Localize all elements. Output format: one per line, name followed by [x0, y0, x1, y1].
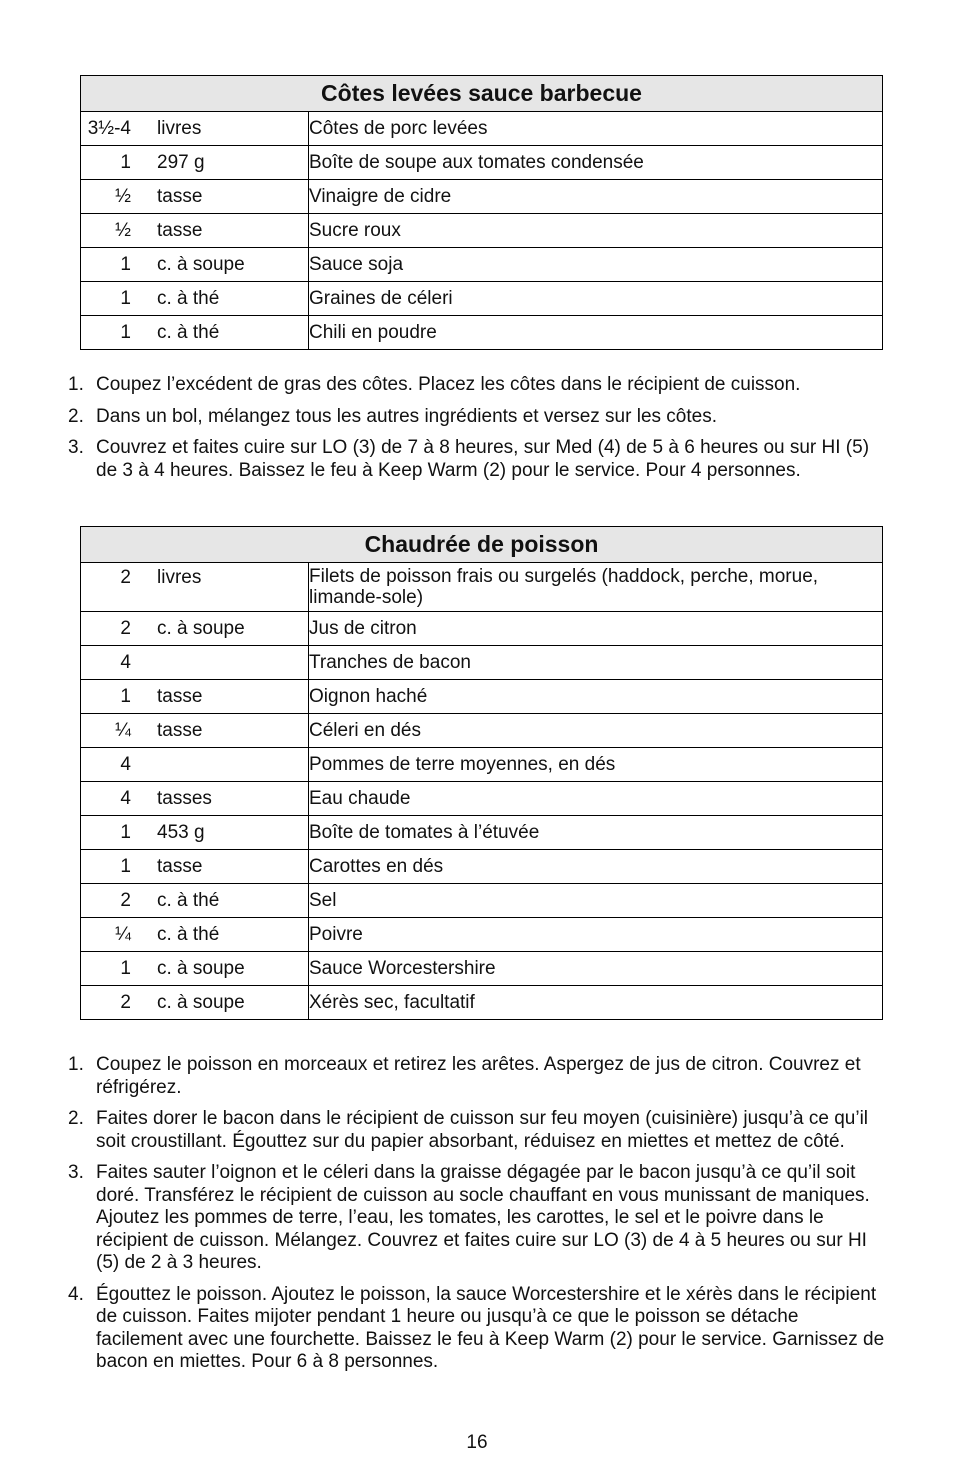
ingredient-name: Eau chaude	[309, 782, 883, 816]
ingredient-unit: c. à thé	[157, 890, 220, 911]
ingredient-amount-cell	[81, 282, 309, 316]
ingredient-quantity: 1	[120, 958, 131, 979]
amount-group	[81, 686, 308, 707]
ingredient-row	[81, 248, 883, 282]
ingredient-amount-cell	[81, 112, 309, 146]
ingredient-name: Graines de céleri	[309, 282, 883, 316]
ingredient-name: Boîte de soupe aux tomates condensée	[309, 146, 883, 180]
ingredient-row	[81, 884, 883, 918]
ingredient-quantity: 2	[120, 567, 131, 588]
step-text: Couvrez et faites cuire sur LO (3) de 7 à 8 heures, sur Med (4) de 5 à 6 heures ou sur HI (5) de 3 à 4 heures. Baissez le feu à Keep Warm (2) pour le service. Pour 4 personnes.	[96, 437, 870, 481]
ingredient-name: Pommes de terre moyennes, en dés	[309, 748, 883, 782]
ingredient-name: Filets de poisson frais ou surgelés (haddock, perche, morue, limande-sole)	[309, 563, 883, 612]
amount-group	[81, 890, 308, 911]
ingredient-unit: tasse	[157, 220, 203, 241]
ingredient-amount-cell	[81, 782, 309, 816]
ingredient-row	[81, 146, 883, 180]
ingredient-amount-cell	[81, 884, 309, 918]
instruction-step	[68, 1108, 888, 1153]
recipe1-ingredients-table	[80, 75, 883, 350]
ingredient-row	[81, 782, 883, 816]
recipe2-ingredients-table	[80, 526, 883, 1020]
ingredient-unit: c. à soupe	[157, 958, 245, 979]
instruction-step	[68, 1162, 888, 1275]
step-number: 4.	[68, 1283, 84, 1305]
ingredient-row	[81, 986, 883, 1020]
ingredient-name: Xérès sec, facultatif	[309, 986, 883, 1020]
step-number: 3.	[68, 437, 84, 458]
amount-group	[81, 754, 308, 775]
ingredient-row	[81, 563, 883, 612]
instruction-step	[68, 406, 888, 429]
ingredient-amount-cell	[81, 918, 309, 952]
step-text: Faites sauter l’oignon et le céleri dans la graisse dégagée par le bacon jusqu’à ce qu’il soit doré. Transférez le récipient de cuisson au socle chauffant en vous munissant de maniques. Ajoutez les pommes de terre, l’eau, les tomates, les carottes, le sel et le poivre dans le récipient de cuisson. Mélangez. Couvrez et faites cuire sur LO (3) de 4 à 5 heures ou sur HI (5) de 2 à 3 heures.	[96, 1162, 870, 1273]
page-number: 16	[466, 1432, 488, 1453]
ingredient-name: Céleri en dés	[309, 714, 883, 748]
recipe1-title: Côtes levées sauce barbecue	[81, 76, 883, 112]
recipe1-steps	[68, 374, 888, 491]
amount-group	[81, 152, 308, 173]
ingredient-amount-cell	[81, 563, 309, 612]
step-text: Dans un bol, mélangez tous les autres ingrédients et versez sur les côtes.	[96, 405, 717, 427]
step-text: Coupez le poisson en morceaux et retirez les arêtes. Aspergez de jus de citron. Couvrez et réfrigérez.	[96, 1054, 861, 1098]
ingredient-name: Boîte de tomates à l’étuvée	[309, 816, 883, 850]
ingredient-quantity: ½	[115, 186, 131, 207]
ingredient-amount-cell	[81, 952, 309, 986]
ingredient-row	[81, 952, 883, 986]
ingredient-quantity: 2	[120, 618, 131, 639]
ingredient-row	[81, 680, 883, 714]
amount-group	[81, 563, 308, 588]
ingredient-amount-cell	[81, 986, 309, 1020]
ingredient-name: Carottes en dés	[309, 850, 883, 884]
ingredient-amount-cell	[81, 180, 309, 214]
step-number: 2.	[68, 405, 84, 427]
amount-group	[81, 118, 308, 139]
ingredient-amount-cell	[81, 748, 309, 782]
ingredient-unit: tasse	[157, 686, 203, 707]
ingredient-row	[81, 646, 883, 680]
ingredient-amount-cell	[81, 680, 309, 714]
ingredient-amount-cell	[81, 816, 309, 850]
ingredient-quantity: 4	[120, 754, 131, 775]
amount-group	[81, 652, 308, 673]
amount-group	[81, 720, 308, 741]
amount-group	[81, 186, 308, 207]
amount-group	[81, 322, 308, 343]
ingredient-amount-cell	[81, 248, 309, 282]
amount-group	[81, 992, 308, 1013]
ingredient-amount-cell	[81, 714, 309, 748]
ingredient-quantity: 1	[120, 254, 131, 275]
ingredient-name: Oignon haché	[309, 680, 883, 714]
ingredient-quantity: 3½-4	[87, 118, 131, 139]
ingredient-quantity: 1	[120, 322, 131, 343]
amount-group	[81, 254, 308, 275]
ingredient-quantity: 4	[120, 652, 131, 673]
ingredient-name: Sauce Worcestershire	[309, 952, 883, 986]
instruction-step	[68, 437, 888, 482]
ingredient-name: Sucre roux	[309, 214, 883, 248]
ingredient-quantity: 1	[120, 152, 131, 173]
step-number: 2.	[68, 1108, 84, 1129]
ingredient-quantity: 1	[120, 856, 131, 877]
ingredient-row	[81, 714, 883, 748]
ingredient-row	[81, 112, 883, 146]
ingredient-unit: livres	[157, 567, 202, 588]
ingredient-row	[81, 282, 883, 316]
ingredient-unit: tasse	[157, 720, 203, 741]
step-text: Faites dorer le bacon dans le récipient de cuisson sur feu moyen (cuisinière) jusqu’à ce qu’il soit croustillant. Égouttez sur du papier absorbant, réduisez en miettes et mettez de côté.	[96, 1108, 869, 1152]
ingredient-row	[81, 918, 883, 952]
ingredient-name: Jus de citron	[309, 612, 883, 646]
amount-group	[81, 288, 308, 309]
ingredient-name: Poivre	[309, 918, 883, 952]
ingredient-unit: c. à soupe	[157, 618, 245, 639]
ingredient-name: Chili en poudre	[309, 316, 883, 350]
ingredient-amount-cell	[81, 316, 309, 350]
ingredient-amount-cell	[81, 850, 309, 884]
amount-group	[81, 220, 308, 241]
ingredient-quantity: 2	[120, 890, 131, 911]
ingredient-unit: tasses	[157, 788, 212, 809]
ingredient-row	[81, 612, 883, 646]
ingredient-name: Sel	[309, 884, 883, 918]
ingredient-quantity: 4	[120, 788, 131, 809]
ingredient-quantity: ¼	[115, 924, 131, 945]
step-text: Coupez l’excédent de gras des côtes. Placez les côtes dans le récipient de cuisson.	[96, 374, 801, 395]
ingredient-amount-cell	[81, 646, 309, 680]
ingredient-amount-cell	[81, 214, 309, 248]
step-number: 1.	[68, 1054, 84, 1075]
step-text: Égouttez le poisson. Ajoutez le poisson, la sauce Worcestershire et le xérès dans le récipient de cuisson. Faites mijoter pendant 1 heure ou jusqu’à ce que le poisson se détache facilement avec une fourchette. Baissez le feu à Keep Warm (2) pour le service. Garnissez de bacon en miettes. Pour 6 à 8 personnes.	[96, 1283, 885, 1372]
recipe1-ingredients-body	[81, 112, 883, 350]
ingredient-unit: c. à thé	[157, 924, 220, 945]
ingredient-name: Tranches de bacon	[309, 646, 883, 680]
amount-group	[81, 924, 308, 945]
instruction-step	[68, 374, 888, 397]
ingredient-unit: c. à soupe	[157, 992, 245, 1013]
ingredient-amount-cell	[81, 146, 309, 180]
ingredient-unit: 453 g	[157, 822, 205, 843]
ingredient-name: Sauce soja	[309, 248, 883, 282]
ingredient-unit: c. à thé	[157, 322, 220, 343]
ingredient-unit: 297 g	[157, 152, 205, 173]
ingredient-row	[81, 850, 883, 884]
ingredient-row	[81, 214, 883, 248]
ingredient-quantity: ¼	[115, 720, 131, 741]
ingredient-unit: livres	[157, 118, 202, 139]
ingredient-quantity: 2	[120, 992, 131, 1013]
step-number: 1.	[68, 374, 84, 395]
ingredient-unit: c. à thé	[157, 288, 220, 309]
instruction-step	[68, 1054, 888, 1099]
amount-group	[81, 822, 308, 843]
recipe2-ingredients-body	[81, 563, 883, 1020]
ingredient-row	[81, 316, 883, 350]
ingredient-quantity: ½	[115, 220, 131, 241]
ingredient-unit: c. à soupe	[157, 254, 245, 275]
ingredient-unit: tasse	[157, 856, 203, 877]
amount-group	[81, 618, 308, 639]
amount-group	[81, 788, 308, 809]
ingredient-row	[81, 816, 883, 850]
amount-group	[81, 958, 308, 979]
ingredient-row	[81, 748, 883, 782]
recipe2-title: Chaudrée de poisson	[81, 527, 883, 563]
ingredient-row	[81, 180, 883, 214]
ingredient-quantity: 1	[120, 288, 131, 309]
step-number: 3.	[68, 1162, 84, 1183]
ingredient-amount-cell	[81, 612, 309, 646]
recipe2-steps	[68, 1054, 888, 1383]
ingredient-name: Côtes de porc levées	[309, 112, 883, 146]
ingredient-unit: tasse	[157, 186, 203, 207]
ingredient-quantity: 1	[120, 686, 131, 707]
ingredient-quantity: 1	[120, 822, 131, 843]
amount-group	[81, 856, 308, 877]
instruction-step	[68, 1284, 888, 1374]
ingredient-name: Vinaigre de cidre	[309, 180, 883, 214]
